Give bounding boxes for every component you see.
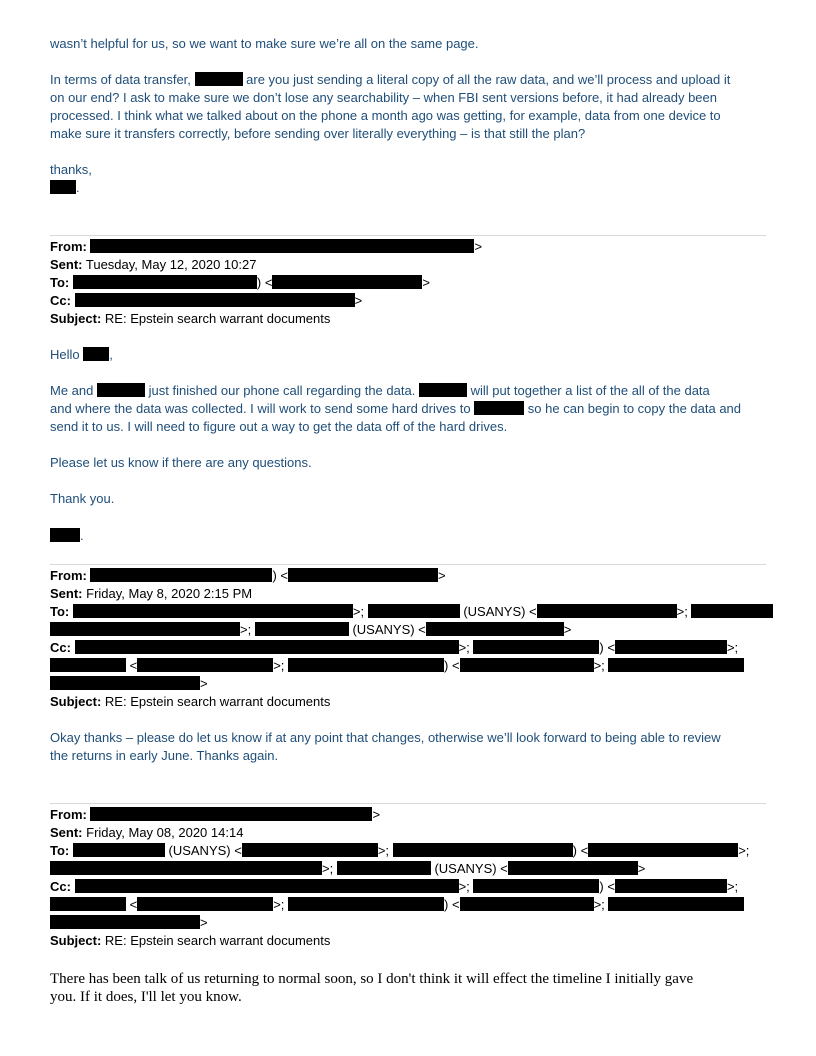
redaction-block [537,604,677,618]
cc-label: Cc: [50,640,71,655]
subject-value: RE: Epstein search warrant documents [104,311,331,326]
to-label: To: [50,275,70,290]
hdr3-subject [50,932,330,950]
msg2-line2 [50,400,741,418]
hdr3-cc-cont2: > [50,914,208,932]
to-label: To: [50,604,70,619]
redaction-block [691,604,773,618]
redaction-block [474,401,524,415]
redaction-block [615,879,727,893]
hdr2-to-cont: >; (USANYS) < > [50,621,571,639]
sent-label: Sent: [50,825,83,840]
redaction-block [50,622,240,636]
from-label: From: [50,807,87,822]
cc-label: Cc: [50,293,71,308]
redaction-block [615,640,727,654]
hdr2-cc-cont2: > [50,675,208,693]
redaction-block [137,658,273,672]
subject-value: RE: Epstein search warrant documents [104,694,331,709]
msg2-greeting [50,346,113,364]
hdr1-from: From: > [50,239,483,254]
msg2-line1 [50,382,710,400]
sig-dot: . [80,528,84,543]
msg1-para-line3: processed. I think what we talked about on the phone a month ago was getting, for example, data from one device to [50,108,721,123]
redaction-block [90,568,272,582]
msg1-para-line1 [50,71,730,89]
hdr2-sent [50,585,252,603]
redaction-block [368,604,460,618]
hdr3-cc-cont: < >; ) < >; [50,896,744,914]
sent-label: Sent: [50,586,83,601]
redaction-block [419,383,467,397]
hdr2-from: From: ) < > [50,568,446,583]
separator-rule [50,235,766,236]
redaction-block [75,640,459,654]
msg1-text: In terms of data transfer, [50,72,191,87]
redaction-block [50,897,126,911]
msg2-text: and where the data was collected. I will work to send some hard drives to [50,401,471,416]
redaction-block [473,879,599,893]
redaction-block [508,861,638,875]
subject-label: Subject: [50,311,102,326]
hdr1-cc: Cc: > [50,293,363,308]
redaction-block [337,861,431,875]
usanys-text: (USANYS) < [168,843,242,858]
sent-label: Sent: [50,257,83,272]
msg1-para-line2: on our end? I ask to make sure we don’t lose any searchability – when FBI sent versions before, it had already been [50,90,717,105]
separator-rule [50,803,766,804]
usanys-text: (USANYS) < [434,861,508,876]
redaction-block [460,658,594,672]
redaction-block [288,568,438,582]
hdr1-sent [50,256,256,274]
redaction-block [90,239,474,253]
msg1-text: are you just sending a literal copy of all the raw data, and we’ll process and upload it [246,72,731,87]
hdr1-to: To: ) < > [50,275,431,290]
redaction-block [608,658,744,672]
msg2-signature [50,527,84,545]
redaction-block [588,843,738,857]
msg1-thanks: thanks, [50,162,92,177]
hdr3-sent [50,824,243,842]
redaction-block [90,807,372,821]
redaction-block [195,72,243,86]
to-label: To: [50,843,70,858]
hdr3-from: From: > [50,807,381,822]
msg3-line1: Okay thanks – please do let us know if at any point that changes, otherwise we’ll look forward to being able to review [50,730,721,745]
separator-rule [50,564,766,565]
redaction-block [50,528,80,542]
redaction-block [426,622,564,636]
msg3-line2: the returns in early June. Thanks again. [50,748,279,763]
msg2-line3: send it to us. I will need to figure out a way to get the data off of the hard drives. [50,419,508,434]
redaction-block [473,640,599,654]
hdr3-cc: Cc: >; ) < >; [50,879,739,894]
msg2-text: Me and [50,383,94,398]
redaction-block [50,915,200,929]
redaction-block [50,861,322,875]
redaction-block [242,843,378,857]
greeting-comma: , [109,347,113,362]
subject-value: RE: Epstein search warrant documents [104,933,331,948]
redaction-block [393,843,573,857]
sig-dot: . [76,180,80,195]
msg1-signature [50,179,80,197]
redaction-block [50,676,200,690]
redaction-block [288,658,444,672]
hdr2-subject [50,693,330,711]
redaction-block [97,383,145,397]
hdr3-to: To: (USANYS) < >; ) < >; [50,843,750,858]
cc-label: Cc: [50,879,71,894]
redaction-block [50,180,76,194]
redaction-block [460,897,594,911]
hdr1-subject [50,310,330,328]
redaction-block [255,622,349,636]
msg2-text: so he can begin to copy the data and [527,401,742,416]
redaction-block [75,879,459,893]
usanys-text: (USANYS) < [463,604,537,619]
msg2-questions: Please let us know if there are any questions. [50,455,312,470]
msg2-text: will put together a list of the all of the data [470,383,710,398]
hdr2-cc: Cc: >; ) < >; [50,640,739,655]
subject-label: Subject: [50,933,102,948]
redaction-block [73,843,165,857]
sent-value: Tuesday, May 12, 2020 10:27 [85,257,257,272]
redaction-block [608,897,744,911]
redaction-block [288,897,444,911]
msg4-line2: you. If it does, I'll let you know. [50,989,242,1005]
subject-label: Subject: [50,694,102,709]
redaction-block [272,275,422,289]
redaction-block [83,347,109,361]
msg2-thankyou: Thank you. [50,491,115,506]
redaction-block [73,275,257,289]
from-label: From: [50,568,87,583]
hdr2-cc-cont: < >; ) < >; [50,657,744,675]
from-label: From: [50,239,87,254]
sent-value: Friday, May 08, 2020 14:14 [86,825,244,840]
msg4-line1: There has been talk of us returning to normal soon, so I don't think it will effect the timeline I initially gave [50,971,694,987]
redaction-block [137,897,273,911]
msg1-para-line4: make sure it transfers correctly, before sending over literally everything – is that still the plan? [50,126,586,141]
redaction-block [75,293,355,307]
hdr2-to: To: >; (USANYS) < >; [50,603,773,621]
greeting-text: Hello [50,347,80,362]
sent-value: Friday, May 8, 2020 2:15 PM [86,586,253,601]
redaction-block [50,658,126,672]
msg2-text: just finished our phone call regarding the data. [148,383,416,398]
usanys-text: (USANYS) < [352,622,426,637]
hdr3-to-cont: >; (USANYS) < > [50,860,645,878]
msg1-line1: wasn’t helpful for us, so we want to make sure we’re all on the same page. [50,36,479,51]
redaction-block [73,604,353,618]
